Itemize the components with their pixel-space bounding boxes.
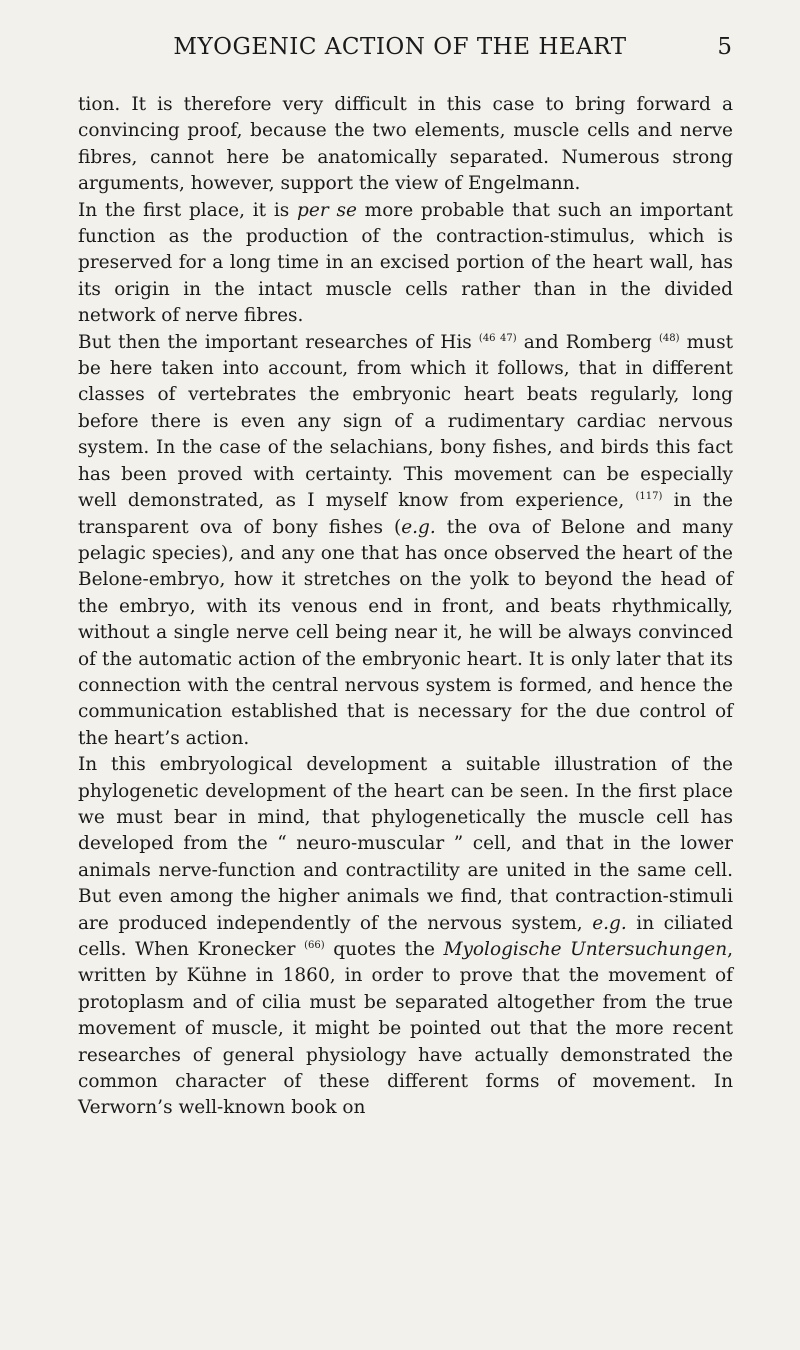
paragraph-4-text-a: In this embryological development a suitable illustration of the phylogenetic development of the heart can be seen. In the first place we must bear in mind, that phylogenetically the muscle cell has developed from the “ neuro-muscular ” cell, and that in the lower animals nerve-function and contractility are united in the same cell. But even among the higher animals we find, that contraction-stimuli are produced independently of the nervous system, (78, 754, 733, 934)
paragraph-4-text-d: , written by Kühne in 1860, in order to prove that the movement of protoplasm and of cilia must be separated altogether from the true movement of muscle, it might be pointed out that the more recent researches of general physiology have actually demonstrated the common character of these different forms of movement. In Verworn’s well-known book on (78, 939, 733, 1119)
page-number: 5 (717, 34, 732, 60)
paragraph-3 (78, 330, 733, 753)
paragraph-2 (78, 198, 733, 330)
italic-phrase: e.g. (401, 516, 436, 538)
paragraph-4 (78, 752, 733, 1122)
paragraph-3-text-c: must be here taken into account, from which it follows, that in different classes of vertebrates the embryonic heart beats regularly, long before there is even any sign of a rudimentary cardiac nervous system. In the case of the selachians, bony fishes, and birds this fact has been proved with certainty. This movement can be especially well demonstrated, as I myself know from experience, (78, 331, 733, 512)
paragraph-4-text-c: quotes the (324, 939, 444, 960)
paragraph-1-text: tion. It is therefore very difficult in this case to bring forward a convincing proof, because the two elements, muscle cells and nerve fibres, cannot here be anatomically separated. Numerous strong arguments, however, support the view of Engelmann. (78, 94, 733, 195)
paragraph-2-text-b: more probable that such an important function as the production of the contraction-stimulus, which is preserved for a long time in an excised portion of the heart wall, has its origin in the intact muscle cells rather than in the divided network of nerve fibres. (78, 199, 733, 327)
paragraph-1 (78, 92, 733, 198)
italic-phrase: e.g. (592, 912, 627, 934)
running-head (0, 28, 800, 72)
reference-marker: (46 47) (478, 332, 517, 344)
italic-book-title: Myologische Untersuchungen (443, 939, 728, 960)
body-text (78, 92, 733, 1122)
paragraph-3-text-b: and Romberg (516, 331, 659, 353)
reference-marker: (48) (658, 332, 680, 344)
paragraph-3-text-e: the ova of Belone and many pelagic species), and any one that has once observed the heart of the Belone-embryo, how it stretches on the yolk to beyond the head of the embryo, with its venous end in front, and beats rhythmically, without a single nerve cell being near it, he will be always convinced of the automatic action of the embryonic heart. It is only later that its connection with the central nervous system is formed, and hence the communication established that is necessary for the due control of the heart’s action. (78, 516, 733, 749)
italic-phrase: per se (297, 199, 357, 221)
paragraph-3-text-a: But then the important researches of His (78, 331, 479, 353)
reference-marker: (66) (304, 939, 325, 951)
paragraph-4-text-b: in ciliated cells. When Kronecker (78, 912, 733, 960)
paragraph-3-text-d: in the transparent ova of bony fishes ( (78, 490, 734, 538)
reference-marker: (117) (635, 490, 663, 502)
paragraph-2-text-a: In the first place, it is (78, 199, 298, 221)
running-head-title: MYOGENIC ACTION OF THE HEART (173, 34, 627, 60)
